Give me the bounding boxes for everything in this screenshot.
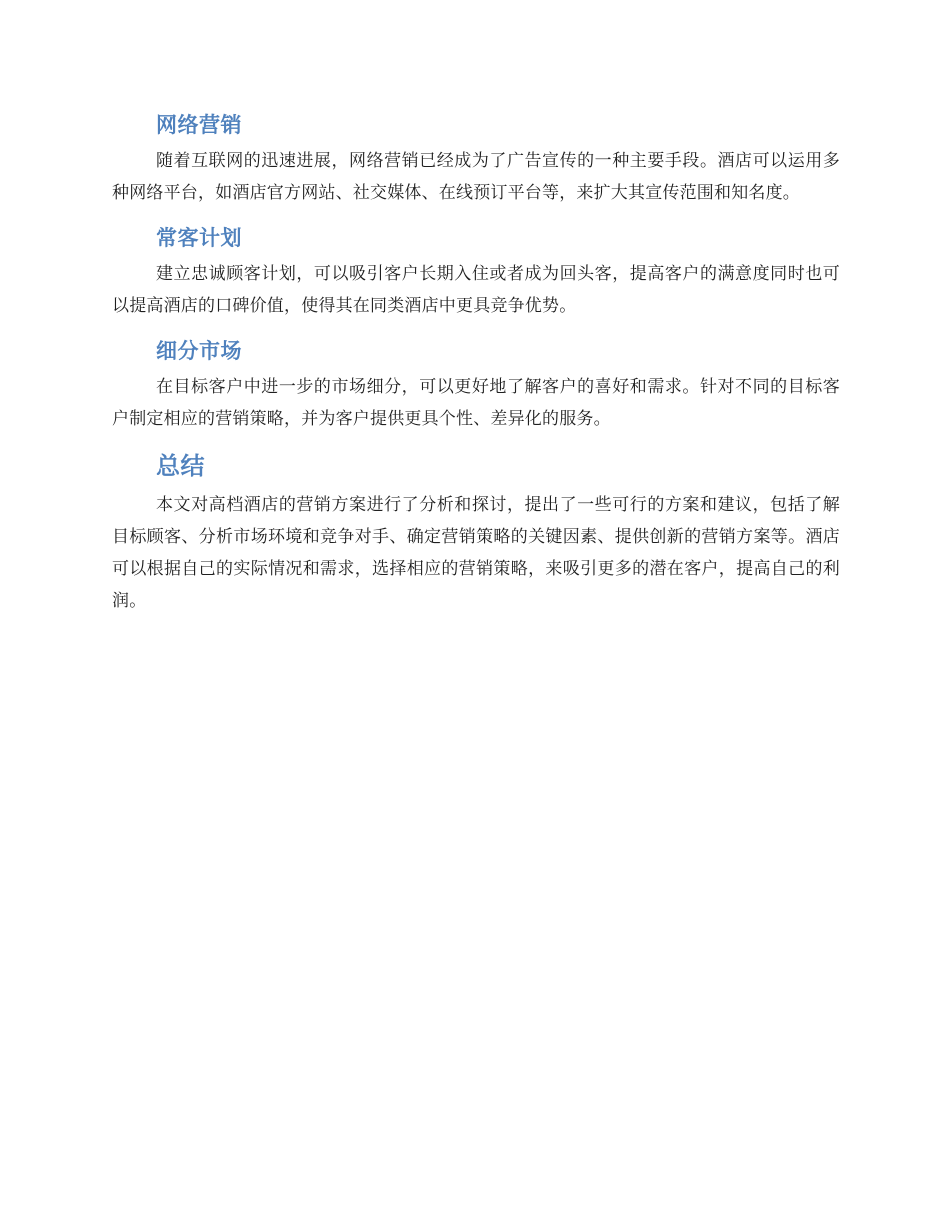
section-heading: 常客计划: [156, 226, 242, 250]
section-paragraph: 随着互联网的迅速进展，网络营销已经成为了广告宣传的一种主要手段。酒店可以运用多种网络平台，如酒店官方网站、社交媒体、在线预订平台等，来扩大其宣传范围和知名度。: [112, 151, 840, 203]
section-heading: 总结: [156, 452, 205, 480]
section-heading: 网络营销: [156, 113, 242, 137]
section-gap: [112, 322, 840, 334]
section-market-segmentation: [112, 334, 840, 435]
section-gap: [112, 435, 840, 447]
section-heading: 细分市场: [156, 339, 242, 363]
section-paragraph: 在目标客户中进一步的市场细分，可以更好地了解客户的喜好和需求。针对不同的目标客户制定相应的营销策略，并为客户提供更具个性、差异化的服务。: [112, 377, 840, 429]
section-loyalty-program: [112, 221, 840, 322]
section-paragraph: 本文对高档酒店的营销方案进行了分析和探讨，提出了一些可行的方案和建议，包括了解目标顾客、分析市场环境和竞争对手、确定营销策略的关键因素、提供创新的营销方案等。酒店可以根据自己的实际情况和需求，选择相应的营销策略，来吸引更多的潜在客户，提高自己的利润。: [112, 495, 840, 611]
document-content: [112, 108, 840, 617]
section-paragraph: 建立忠诚顾客计划，可以吸引客户长期入住或者成为回头客，提高客户的满意度同时也可以提高酒店的口碑价值，使得其在同类酒店中更具竞争优势。: [112, 264, 840, 316]
section-online-marketing: [112, 108, 840, 209]
section-gap: [112, 209, 840, 221]
section-summary: [112, 447, 840, 617]
